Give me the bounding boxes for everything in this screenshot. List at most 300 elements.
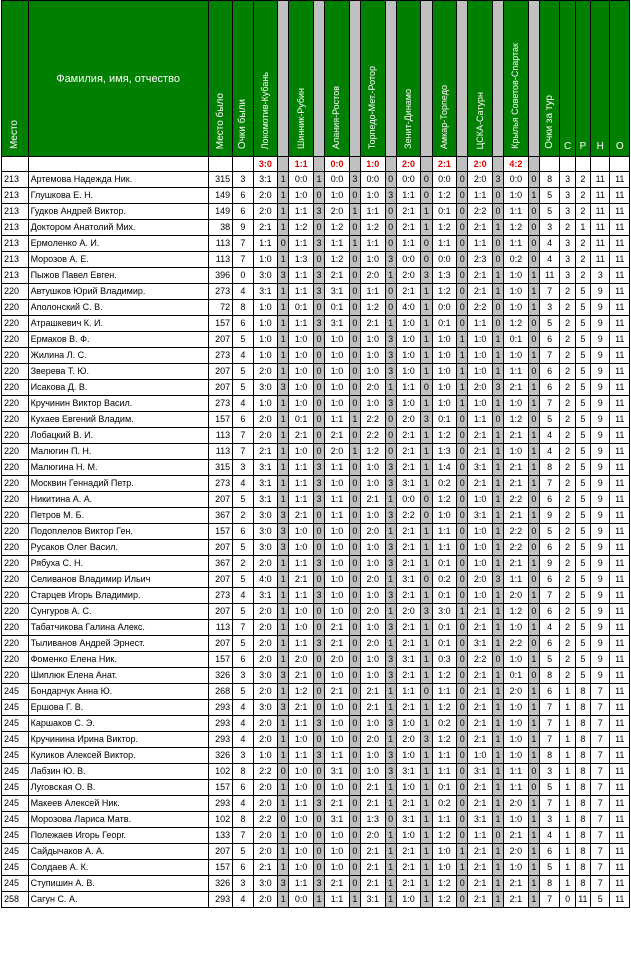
prediction-cell: 2:1 xyxy=(468,444,493,460)
prediction-points-cell: 3 xyxy=(349,172,360,188)
prev-place-cell: 207 xyxy=(208,844,233,860)
prediction-points-cell: 0 xyxy=(349,348,360,364)
stat-r-cell: 8 xyxy=(575,828,590,844)
round-points-cell: 5 xyxy=(539,204,559,220)
prediction-cell: 1:2 xyxy=(504,220,529,236)
prediction-cell: 3:0 xyxy=(253,668,278,684)
prediction-points-cell: 3 xyxy=(385,364,396,380)
prediction-points-cell: 0 xyxy=(313,732,324,748)
stat-o-cell: 11 xyxy=(610,700,630,716)
prediction-cell: 2:1 xyxy=(468,684,493,700)
stat-s-cell: 2 xyxy=(560,380,575,396)
prediction-points-cell: 1 xyxy=(278,716,289,732)
prediction-points-cell: 1 xyxy=(278,844,289,860)
prediction-cell: 2:1 xyxy=(468,844,493,860)
prediction-cell: 2:0 xyxy=(253,844,278,860)
table-row xyxy=(2,780,630,796)
prediction-points-cell: 0 xyxy=(278,812,289,828)
stat-s-cell: 1 xyxy=(560,732,575,748)
prediction-points-cell: 3 xyxy=(278,508,289,524)
prediction-cell: 1:0 xyxy=(504,348,529,364)
prediction-points-cell: 1 xyxy=(385,780,396,796)
round-points-cell: 7 xyxy=(539,892,559,908)
prediction-points-cell: 0 xyxy=(313,668,324,684)
prediction-points-cell: 1 xyxy=(492,700,503,716)
prediction-points-cell: 1 xyxy=(278,348,289,364)
place-cell: 220 xyxy=(2,332,29,348)
place-cell: 245 xyxy=(2,684,29,700)
prediction-points-cell: 3 xyxy=(313,268,324,284)
prediction-cell: 1:1 xyxy=(360,204,385,220)
prediction-points-cell: 0 xyxy=(457,684,468,700)
prediction-cell: 1:1 xyxy=(360,236,385,252)
round-points-cell: 6 xyxy=(539,332,559,348)
prediction-cell: 2:1 xyxy=(396,636,421,652)
prediction-points-cell: 3 xyxy=(313,236,324,252)
prediction-cell: 2:1 xyxy=(504,428,529,444)
header-match-3: Алания-Ростов xyxy=(325,1,350,157)
header-match-2: Шинник-Рубин xyxy=(289,1,314,157)
prediction-cell: 2:1 xyxy=(468,860,493,876)
prediction-points-cell: 0 xyxy=(313,684,324,700)
stat-o-cell: 11 xyxy=(610,268,630,284)
stat-s-cell: 2 xyxy=(560,652,575,668)
prediction-points-cell: 1 xyxy=(385,828,396,844)
stat-o-cell: 11 xyxy=(610,812,630,828)
prediction-points-cell: 1 xyxy=(528,700,539,716)
prev-points-cell: 7 xyxy=(233,444,253,460)
stat-o-cell: 11 xyxy=(610,300,630,316)
prediction-cell: 2:1 xyxy=(360,796,385,812)
prediction-points-cell: 0 xyxy=(528,364,539,380)
stat-r-cell: 5 xyxy=(575,636,590,652)
prediction-points-cell: 0 xyxy=(349,764,360,780)
prev-place-cell: 367 xyxy=(208,508,233,524)
prediction-points-cell: 0 xyxy=(528,764,539,780)
round-points-cell: 5 xyxy=(539,188,559,204)
prediction-points-cell: 1 xyxy=(528,828,539,844)
round-points-cell: 8 xyxy=(539,876,559,892)
prev-points-cell: 3 xyxy=(233,668,253,684)
name-cell: Ершова Г. В. xyxy=(28,700,208,716)
stat-s-cell: 2 xyxy=(560,428,575,444)
prev-points-cell: 5 xyxy=(233,492,253,508)
round-points-cell: 5 xyxy=(539,316,559,332)
prediction-points-cell: 1 xyxy=(421,636,432,652)
prev-place-cell: 113 xyxy=(208,428,233,444)
prediction-points-cell: 0 xyxy=(457,300,468,316)
prediction-points-cell: 0 xyxy=(457,476,468,492)
prediction-points-cell: 0 xyxy=(313,300,324,316)
prediction-points-cell: 0 xyxy=(528,636,539,652)
stat-s-cell: 3 xyxy=(560,188,575,204)
prediction-cell: 2:0 xyxy=(468,380,493,396)
prediction-points-cell: 0 xyxy=(313,364,324,380)
prediction-cell: 1:0 xyxy=(325,188,350,204)
header-match-4: Торпедо-Мет.-Ротор xyxy=(360,1,385,157)
prediction-points-cell: 0 xyxy=(528,524,539,540)
prev-place-cell: 157 xyxy=(208,412,233,428)
prediction-cell: 1:0 xyxy=(325,524,350,540)
prediction-points-cell: 1 xyxy=(421,588,432,604)
prediction-cell: 2:0 xyxy=(253,188,278,204)
prediction-cell: 1:2 xyxy=(432,220,457,236)
prev-points-cell: 5 xyxy=(233,540,253,556)
prediction-points-cell: 1 xyxy=(278,188,289,204)
prediction-points-cell: 1 xyxy=(528,748,539,764)
name-cell: Сунгуров А. С. xyxy=(28,604,208,620)
prediction-points-cell: 1 xyxy=(278,220,289,236)
prev-points-cell: 5 xyxy=(233,332,253,348)
prev-points-cell: 3 xyxy=(233,460,253,476)
place-cell: 220 xyxy=(2,364,29,380)
prediction-cell: 1:0 xyxy=(468,332,493,348)
name-cell: Сайдычаков А. А. xyxy=(28,844,208,860)
stat-r-cell: 8 xyxy=(575,876,590,892)
place-cell: 245 xyxy=(2,764,29,780)
prediction-points-cell: 1 xyxy=(528,300,539,316)
prediction-points-cell: 0 xyxy=(278,236,289,252)
prediction-points-cell: 0 xyxy=(349,652,360,668)
prediction-cell: 2:1 xyxy=(468,700,493,716)
prediction-cell: 1:1 xyxy=(468,828,493,844)
prediction-cell: 1:0 xyxy=(468,540,493,556)
round-points-cell: 3 xyxy=(539,300,559,316)
prediction-cell: 1:2 xyxy=(289,684,314,700)
prediction-cell: 1:1 xyxy=(289,284,314,300)
prediction-cell: 1:1 xyxy=(289,876,314,892)
stat-n-cell: 9 xyxy=(591,460,610,476)
prediction-cell: 1:0 xyxy=(396,780,421,796)
prediction-cell: 1:0 xyxy=(360,460,385,476)
round-points-cell: 6 xyxy=(539,604,559,620)
place-cell: 220 xyxy=(2,444,29,460)
prediction-points-cell: 1 xyxy=(492,396,503,412)
stat-o-cell: 11 xyxy=(610,412,630,428)
stat-r-cell: 5 xyxy=(575,364,590,380)
round-points-cell: 4 xyxy=(539,828,559,844)
prediction-points-cell: 3 xyxy=(385,540,396,556)
round-points-cell: 6 xyxy=(539,684,559,700)
place-cell: 213 xyxy=(2,220,29,236)
prediction-cell: 1:0 xyxy=(360,668,385,684)
prev-points-cell: 6 xyxy=(233,860,253,876)
prediction-points-cell: 0 xyxy=(349,748,360,764)
prediction-points-cell: 0 xyxy=(457,636,468,652)
table-row xyxy=(2,764,630,780)
prediction-cell: 0:1 xyxy=(504,332,529,348)
prediction-points-cell: 1 xyxy=(528,684,539,700)
name-cell: Куликов Алексей Виктор. xyxy=(28,748,208,764)
stat-s-cell: 1 xyxy=(560,796,575,812)
place-cell: 245 xyxy=(2,860,29,876)
prediction-points-cell: 0 xyxy=(385,220,396,236)
prediction-points-cell: 0 xyxy=(457,428,468,444)
table-row xyxy=(2,380,630,396)
prev-place-cell: 72 xyxy=(208,300,233,316)
table-row xyxy=(2,620,630,636)
stat-s-cell: 2 xyxy=(560,540,575,556)
prev-points-cell: 0 xyxy=(233,268,253,284)
stat-r-cell: 5 xyxy=(575,476,590,492)
prediction-points-cell: 1 xyxy=(492,332,503,348)
prediction-cell: 1:0 xyxy=(396,364,421,380)
table-row xyxy=(2,540,630,556)
prediction-cell: 1:1 xyxy=(432,684,457,700)
prediction-points-cell: 1 xyxy=(492,508,503,524)
round-points-cell: 7 xyxy=(539,348,559,364)
prev-place-cell: 207 xyxy=(208,636,233,652)
header-match-8: Крылья Советов-Спартак xyxy=(504,1,529,157)
place-cell: 245 xyxy=(2,844,29,860)
prediction-cell: 1:2 xyxy=(432,732,457,748)
prediction-cell: 1:0 xyxy=(325,332,350,348)
round-points-cell: 7 xyxy=(539,796,559,812)
prediction-cell: 2:0 xyxy=(360,572,385,588)
table-row xyxy=(2,636,630,652)
prediction-points-cell: 1 xyxy=(278,892,289,908)
prediction-cell: 1:1 xyxy=(289,716,314,732)
prediction-cell: 1:1 xyxy=(432,540,457,556)
prediction-cell: 3:1 xyxy=(468,460,493,476)
prediction-points-cell: 1 xyxy=(349,444,360,460)
prediction-cell: 2:0 xyxy=(360,524,385,540)
table-row xyxy=(2,396,630,412)
prediction-points-cell: 0 xyxy=(492,316,503,332)
stat-s-cell: 2 xyxy=(560,396,575,412)
header-match-5: Зенит-Динамо xyxy=(396,1,421,157)
prediction-cell: 2:1 xyxy=(504,876,529,892)
place-cell: 220 xyxy=(2,428,29,444)
result-cell: 1:1 xyxy=(289,157,314,172)
prediction-points-cell: 1 xyxy=(278,636,289,652)
prediction-cell: 1:0 xyxy=(325,780,350,796)
prediction-points-cell: 1 xyxy=(421,748,432,764)
prediction-cell: 2:0 xyxy=(253,892,278,908)
prediction-points-cell: 0 xyxy=(528,316,539,332)
results-table xyxy=(1,0,630,908)
prediction-points-cell: 3 xyxy=(385,188,396,204)
place-cell: 245 xyxy=(2,748,29,764)
prediction-points-cell: 0 xyxy=(421,252,432,268)
prev-points-cell: 6 xyxy=(233,524,253,540)
stat-r-cell: 5 xyxy=(575,668,590,684)
round-points-cell: 7 xyxy=(539,476,559,492)
prediction-points-cell: 3 xyxy=(385,620,396,636)
place-cell: 213 xyxy=(2,268,29,284)
prediction-points-cell: 1 xyxy=(528,380,539,396)
prev-points-cell: 6 xyxy=(233,780,253,796)
stat-o-cell: 11 xyxy=(610,332,630,348)
prediction-points-cell: 0 xyxy=(313,812,324,828)
prediction-points-cell: 0 xyxy=(349,188,360,204)
prediction-cell: 2:1 xyxy=(396,796,421,812)
prediction-cell: 3:1 xyxy=(468,812,493,828)
prev-place-cell: 315 xyxy=(208,172,233,188)
prediction-points-cell: 1 xyxy=(421,828,432,844)
prediction-points-cell: 1 xyxy=(385,732,396,748)
name-cell: Старцев Игорь Владимир. xyxy=(28,588,208,604)
place-cell: 220 xyxy=(2,540,29,556)
prediction-points-cell: 0 xyxy=(385,412,396,428)
prediction-cell: 2:0 xyxy=(504,844,529,860)
prediction-points-cell: 0 xyxy=(349,460,360,476)
table-row xyxy=(2,428,630,444)
round-points-cell: 4 xyxy=(539,620,559,636)
prediction-points-cell: 3 xyxy=(313,476,324,492)
prediction-cell: 1:0 xyxy=(360,748,385,764)
prediction-points-cell: 1 xyxy=(421,332,432,348)
prediction-points-cell: 1 xyxy=(278,828,289,844)
prediction-points-cell: 1 xyxy=(278,572,289,588)
prediction-points-cell: 0 xyxy=(349,220,360,236)
prediction-cell: 1:0 xyxy=(253,252,278,268)
prediction-points-cell: 0 xyxy=(349,252,360,268)
stat-s-cell: 1 xyxy=(560,716,575,732)
place-cell: 220 xyxy=(2,300,29,316)
prediction-cell: 1:0 xyxy=(360,252,385,268)
prediction-points-cell: 0 xyxy=(313,780,324,796)
prediction-cell: 1:0 xyxy=(360,716,385,732)
prediction-cell: 2:2 xyxy=(360,428,385,444)
prediction-points-cell: 1 xyxy=(421,204,432,220)
prediction-cell: 0:0 xyxy=(289,172,314,188)
stat-o-cell: 11 xyxy=(610,476,630,492)
prev-place-cell: 293 xyxy=(208,716,233,732)
prediction-points-cell: 1 xyxy=(528,844,539,860)
prediction-cell: 1:2 xyxy=(360,444,385,460)
prediction-points-cell: 1 xyxy=(492,636,503,652)
prev-place-cell: 149 xyxy=(208,188,233,204)
name-cell: Тыливанов Андрей Эрнест. xyxy=(28,636,208,652)
prediction-points-cell: 0 xyxy=(313,844,324,860)
prediction-cell: 1:0 xyxy=(289,540,314,556)
prediction-cell: 2:0 xyxy=(253,636,278,652)
prediction-points-cell: 0 xyxy=(313,524,324,540)
prediction-points-cell: 0 xyxy=(313,764,324,780)
prediction-points-cell: 1 xyxy=(278,604,289,620)
prediction-cell: 1:0 xyxy=(360,620,385,636)
prediction-cell: 2:0 xyxy=(253,828,278,844)
prediction-points-cell: 0 xyxy=(457,812,468,828)
stat-n-cell: 9 xyxy=(591,492,610,508)
prediction-cell: 1:1 xyxy=(325,460,350,476)
prediction-cell: 0:1 xyxy=(432,204,457,220)
prediction-cell: 2:1 xyxy=(396,444,421,460)
place-cell: 245 xyxy=(2,812,29,828)
prediction-cell: 1:0 xyxy=(289,380,314,396)
prediction-points-cell: 1 xyxy=(421,364,432,380)
prediction-cell: 2:1 xyxy=(396,428,421,444)
stat-r-cell: 5 xyxy=(575,444,590,460)
prediction-cell: 1:1 xyxy=(289,476,314,492)
prediction-points-cell: 1 xyxy=(278,748,289,764)
prediction-points-cell: 3 xyxy=(313,796,324,812)
prediction-cell: 1:2 xyxy=(432,428,457,444)
name-cell: Бондарчук Анна Ю. xyxy=(28,684,208,700)
stat-r-cell: 5 xyxy=(575,524,590,540)
prediction-cell: 1:0 xyxy=(360,188,385,204)
round-points-cell: 7 xyxy=(539,284,559,300)
stat-r-cell: 8 xyxy=(575,764,590,780)
table-row xyxy=(2,316,630,332)
prediction-cell: 1:0 xyxy=(289,444,314,460)
prediction-cell: 1:0 xyxy=(432,844,457,860)
table-row xyxy=(2,796,630,812)
prev-place-cell: 157 xyxy=(208,652,233,668)
stat-r-cell: 5 xyxy=(575,380,590,396)
prediction-points-cell: 1 xyxy=(528,716,539,732)
name-cell: Глушкова Е. Н. xyxy=(28,188,208,204)
stat-o-cell: 11 xyxy=(610,652,630,668)
prev-points-cell: 3 xyxy=(233,748,253,764)
stat-s-cell: 2 xyxy=(560,556,575,572)
stat-n-cell: 7 xyxy=(591,860,610,876)
prediction-cell: 1:2 xyxy=(432,700,457,716)
prev-points-cell: 4 xyxy=(233,396,253,412)
prediction-cell: 1:0 xyxy=(325,700,350,716)
prediction-points-cell: 0 xyxy=(421,172,432,188)
prediction-points-cell: 1 xyxy=(385,876,396,892)
place-cell: 245 xyxy=(2,876,29,892)
prediction-points-cell: 3 xyxy=(385,508,396,524)
prediction-points-cell: 1 xyxy=(421,540,432,556)
prev-points-cell: 6 xyxy=(233,316,253,332)
prediction-points-cell: 0 xyxy=(313,220,324,236)
prediction-cell: 1:0 xyxy=(396,348,421,364)
prediction-points-cell: 1 xyxy=(421,220,432,236)
stat-r-cell: 2 xyxy=(575,236,590,252)
prediction-cell: 4:0 xyxy=(396,300,421,316)
stat-n-cell: 9 xyxy=(591,604,610,620)
prediction-cell: 2:0 xyxy=(253,364,278,380)
stat-s-cell: 1 xyxy=(560,860,575,876)
prediction-cell: 1:1 xyxy=(289,748,314,764)
stat-n-cell: 7 xyxy=(591,812,610,828)
prev-place-cell: 293 xyxy=(208,796,233,812)
prediction-cell: 2:1 xyxy=(325,620,350,636)
table-row xyxy=(2,748,630,764)
stat-r-cell: 5 xyxy=(575,604,590,620)
table-row xyxy=(2,492,630,508)
prediction-points-cell: 0 xyxy=(457,284,468,300)
prediction-cell: 1:0 xyxy=(468,556,493,572)
prev-place-cell: 268 xyxy=(208,684,233,700)
prediction-points-cell: 0 xyxy=(313,508,324,524)
prediction-cell: 2:0 xyxy=(468,172,493,188)
stat-o-cell: 11 xyxy=(610,892,630,908)
stat-r-cell: 8 xyxy=(575,700,590,716)
prediction-points-cell: 3 xyxy=(421,412,432,428)
prev-points-cell: 6 xyxy=(233,652,253,668)
prediction-cell: 3:0 xyxy=(253,540,278,556)
prediction-cell: 2:0 xyxy=(253,796,278,812)
prediction-points-cell: 1 xyxy=(492,460,503,476)
prediction-cell: 1:0 xyxy=(504,812,529,828)
prev-place-cell: 207 xyxy=(208,604,233,620)
stat-o-cell: 11 xyxy=(610,348,630,364)
prediction-cell: 2:1 xyxy=(325,684,350,700)
result-cell: 2:0 xyxy=(468,157,493,172)
prediction-cell: 1:0 xyxy=(325,828,350,844)
prediction-cell: 1:3 xyxy=(432,268,457,284)
prediction-points-cell: 0 xyxy=(349,780,360,796)
prediction-cell: 2:1 xyxy=(504,556,529,572)
prediction-points-cell: 1 xyxy=(492,716,503,732)
round-points-cell: 4 xyxy=(539,236,559,252)
stat-s-cell: 2 xyxy=(560,508,575,524)
prediction-cell: 1:0 xyxy=(468,348,493,364)
